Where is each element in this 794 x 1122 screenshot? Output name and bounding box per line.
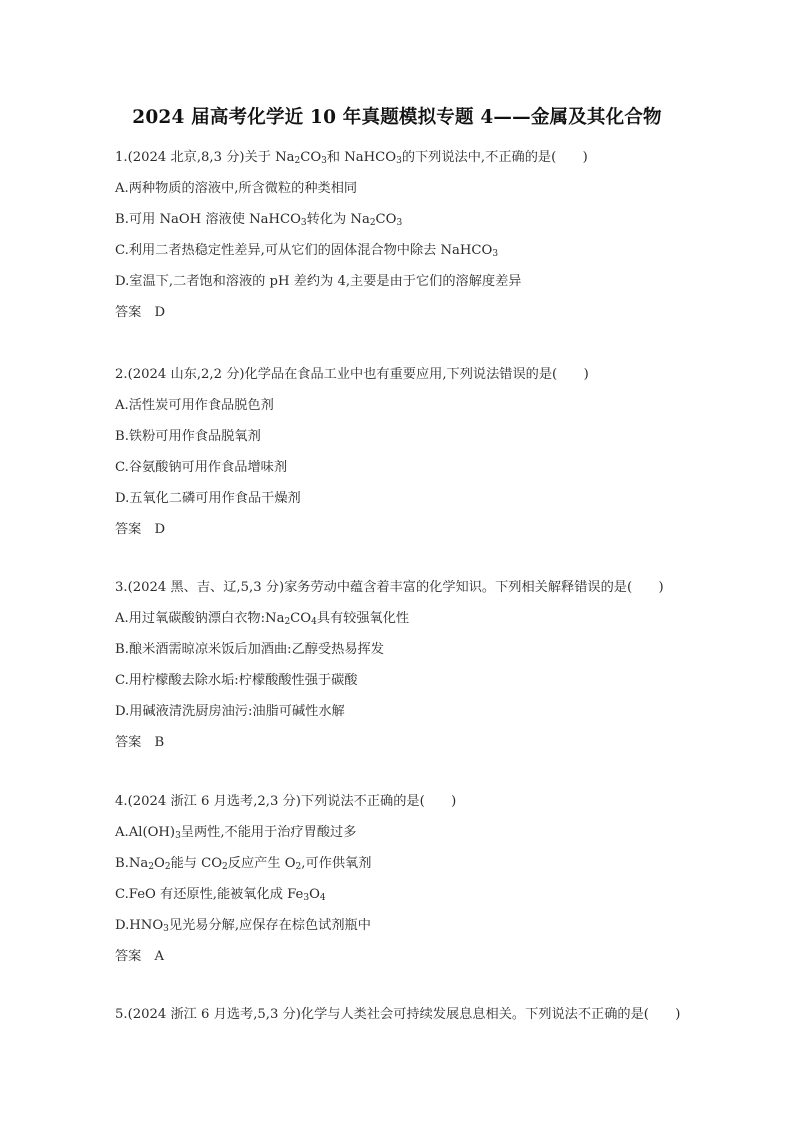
- question-1-stem: 1.(2024 北京,8,3 分)关于 $Na_2CO_3$和 NaHCO$_3$的下列说法中,不正确的是( ): [115, 150, 588, 166]
- question-4-option-d: $D.HNO_3$见光易分解,应保存在棕色试剂瓶中: [115, 918, 371, 934]
- page-title: 2024 届高考化学近 10 年真题模拟专题 4——金属及其化合物: [132, 107, 662, 128]
- question-2-answer: 答案 D: [115, 522, 166, 537]
- question-3-option-d: D.用碱液清洗厨房油污:油脂可碱性水解: [115, 704, 345, 719]
- question-1-option-b: B.可用 NaOH 溶液使 NaHCO$_3$转化为 $Na_2CO_3$: [115, 212, 403, 228]
- question-3-stem: 3.(2024 黑、吉、辽,5,3 分)家务劳动中蕴含着丰富的化学知识。下列相关解释错误的是( ): [115, 580, 664, 595]
- question-4-option-a: $A.Al(OH)_3$呈两性,不能用于治疗胃酸过多: [115, 825, 357, 841]
- question-2-option-d: D.五氧化二磷可用作食品干燥剂: [115, 491, 301, 506]
- question-2-stem: 2.(2024 山东,2,2 分)化学品在食品工业中也有重要应用,下列说法错误的是( ): [115, 367, 589, 382]
- question-4-answer: 答案 A: [115, 949, 165, 964]
- question-3-option-c: C.用柠檬酸去除水垢:柠檬酸酸性强于碳酸: [115, 673, 358, 688]
- question-4-option-b: $B.Na_2O_2$能与 $CO_2$反应产生 $O_2$,可作供氧剂: [115, 856, 372, 872]
- question-3-option-b: B.酿米酒需晾凉米饭后加酒曲:乙醇受热易挥发: [115, 642, 384, 657]
- question-3-option-a: A.用过氧碳酸钠漂白衣物$:Na_2CO_4$具有较强氧化性: [115, 611, 410, 627]
- question-2-option-a: A.活性炭可用作食品脱色剂: [115, 398, 274, 413]
- question-1-option-c: C.利用二者热稳定性差异,可从它们的固体混合物中除去 NaHCO$_3$: [115, 243, 499, 259]
- question-2-option-c: C.谷氨酸钠可用作食品增味剂: [115, 460, 288, 475]
- question-1-option-d: D.室温下,二者饱和溶液的 pH 差约为 4,主要是由于它们的溶解度差异: [115, 274, 522, 289]
- question-3-answer: 答案 B: [115, 735, 165, 750]
- question-2-option-b: B.铁粉可用作食品脱氧剂: [115, 429, 261, 444]
- question-1-answer: 答案 D: [115, 305, 166, 320]
- question-4-stem: 4.(2024 浙江 6 月选考,2,3 分)下列说法不正确的是( ): [115, 794, 457, 809]
- question-4-option-c: C.FeO 有还原性,能被氧化成 $Fe_3O_4$: [115, 887, 326, 903]
- question-1-option-a: A.两种物质的溶液中,所含微粒的种类相同: [115, 181, 358, 196]
- question-5-stem: 5.(2024 浙江 6 月选考,5,3 分)化学与人类社会可持续发展息息相关。下列说法不正确的是( ): [115, 1007, 681, 1022]
